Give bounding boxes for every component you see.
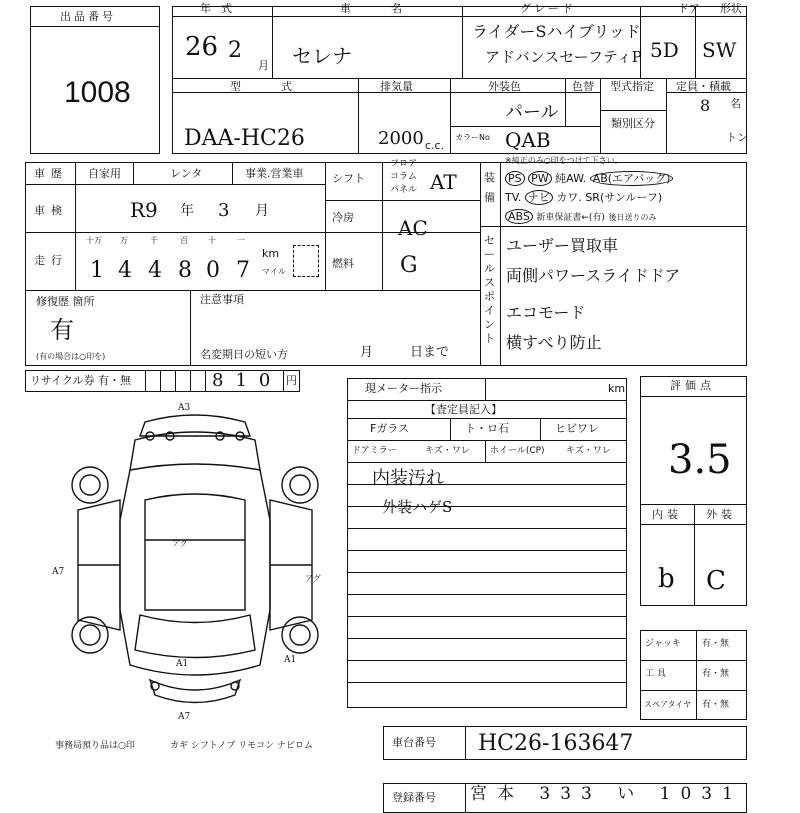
equip-ab: AB(エアバッグ) [590,171,674,186]
diagram-mark-7: A7 [178,712,191,722]
inspection-month-unit: 月 [255,203,269,219]
equipment-note: ※純正のみ○印をつけて下さい。 [505,156,623,165]
mileage-digit-5: 7 [236,258,250,283]
shift-floor: フロア [390,159,418,169]
tools-label: 工 具 [645,669,666,679]
ac-label: 冷房 [332,211,354,224]
inspector-title: 【査定員記入】 [425,403,502,416]
diagram-mark-6: A1 [284,655,297,665]
shift-label: シフト [332,172,365,185]
lot-number: 1008 [64,76,131,109]
recycle-unit: 円 [286,374,297,387]
sales-point-2: 両側パワースライドドア [506,266,681,285]
fuel-label: 燃料 [332,257,354,270]
jack-value: 有・無 [702,639,730,649]
model-label: 型式 [230,80,332,93]
mileage-unit-4: 十 [208,236,216,245]
shape-value: SW [702,38,737,62]
interior-label: 内装 [652,508,682,521]
equip-sr: SR(サンルーフ) [585,191,663,204]
interior-value: b [658,564,675,594]
mileage-km: km [262,247,280,260]
mileage-unit-2: 千 [150,236,158,245]
mileage-mile: マイル [262,267,286,276]
mileage-unit-5: 一 [237,236,245,245]
registration-value: 宮本 333 い 1031 [470,784,743,804]
inspector-note-1: 内装汚れ [372,468,444,489]
model-value: DAA-HC26 [184,126,305,151]
exterior-value: C [706,566,726,596]
expiry-label: 名変期日の短い方 [200,348,288,361]
shift-value: AT [430,170,457,194]
mileage-unit-0: 十万 [86,236,102,245]
sales-point-4: 横すべり防止 [506,333,602,352]
equip-warranty: 新車保証書←(有) [536,213,605,223]
equip-aw: 純AW. [555,172,587,185]
equip-abs: ABS [505,209,533,224]
mileage-digit-4: 0 [206,258,220,283]
sales-point-1: ユーザー買取車 [506,236,619,255]
inspection-month: 3 [218,200,230,221]
mileage-digit-0: 1 [90,258,104,283]
crack-label: ヒビワレ [555,422,599,435]
history-label: 車歴 [34,167,68,180]
office-items: カギ シフトノブ リモコン ナビロム [170,741,314,751]
color-value: パール [505,102,559,123]
month-value: 2 [228,38,242,63]
repair-label: 修復歴 箇所 [36,295,95,308]
expiry-day: 日まで [410,345,450,360]
mileage-digit-2: 4 [148,258,162,283]
recycle-amount: 810 [212,370,283,391]
shift-column: コラム [390,172,417,182]
color-swap-label: 色替 [572,80,594,93]
capacity-label: 定員・積載 [676,80,731,93]
equip-pw: PW [528,171,552,186]
shape-label: 形状 [720,2,742,15]
color-label: 外装色 [488,80,521,93]
equipment-row1 [505,173,673,184]
mileage-label: 走行 [34,254,68,267]
score-value: 3.5 [668,437,732,483]
month-unit: 月 [258,59,269,72]
equipment-row3 [505,211,656,223]
history-rental: レンタ [170,167,203,180]
equip-tv: TV. [505,191,522,204]
tools-value: 有・無 [702,669,730,679]
equip-leather: カワ. [556,191,582,204]
wheel-options: キズ・ワレ [566,446,611,456]
equipment-row2 [505,192,662,203]
expiry-month: 月 [360,345,374,360]
meter-label: 現メーター指示 [365,382,442,395]
year-value: 26 [185,32,219,62]
displacement-label: 排気量 [380,80,413,93]
registration-label: 登録番号 [392,791,436,804]
persons-value: 8 [700,96,711,115]
color-no-label: カラーNo [455,133,490,142]
chassis-label: 車台番号 [392,736,436,749]
car-name-label: 車名 [340,2,442,15]
car-diagram [50,400,340,730]
mirror-options: キズ・ワレ [425,446,470,456]
glass-label: Fガラス [370,422,409,435]
glass-options: ト・ロ石 [465,422,509,435]
model-spec-label: 型式指定 [610,80,654,93]
spare-value: 有・無 [702,700,730,710]
chassis-value: HC26-163647 [478,731,634,756]
spare-label: スペアタイヤ [644,700,692,709]
history-private: 自家用 [88,167,121,180]
history-business: 事業.営業車 [245,167,304,180]
diagram-mark-3: アグ [172,539,188,548]
ac-value: AC [398,216,428,240]
wheel-label: ホイール(CP) [490,446,545,456]
meter-unit: km [608,382,626,395]
office-text: 事務局預り品は○印 [55,741,135,751]
mileage-digit-1: 4 [118,258,132,283]
jack-label: ジャッキ [645,639,681,649]
mileage-digit-3: 8 [178,258,192,283]
shift-panel: パネル [390,185,418,195]
inspector-note-2: 外装ハゲS [382,498,453,516]
fuel-value: G [400,253,418,278]
diagram-mark-5: A1 [176,659,189,669]
repair-note: (有の場合は○印を) [36,352,106,361]
exterior-label: 外装 [706,508,736,521]
mileage-mile-box [293,245,319,277]
doors-value: 5D [650,38,679,62]
grade-label: グレード [520,2,576,15]
mileage-unit-3: 百 [180,236,188,245]
inspection-label: 車検 [34,204,68,217]
displacement-value: 2000 [378,128,424,149]
car-name-value: セレナ [292,44,352,68]
recycle-label: リサイクル券 有・無 [30,374,131,387]
equipment-label: 装備 [484,171,495,204]
grade-line2: アドバンスセーフティP [485,48,642,66]
remarks-label: 注意事項 [200,293,244,306]
displacement-unit: c.c. [425,139,445,152]
mileage-unit-1: 万 [120,236,128,245]
grade-line1: ライダーSハイブリッド [472,22,641,41]
sales-point-3: エコモード [506,303,586,322]
score-label: 評価点 [670,379,715,392]
sales-point-label: セールスポイント [484,234,495,345]
diagram-mark-1: A3 [178,403,191,413]
persons-unit: 名 [730,97,741,110]
mirror-label: ドアミラー [352,446,397,456]
equip-later: 後日送りのみ [608,213,657,222]
lot-label: 出品番号 [60,10,116,23]
inspection-year-unit: 年 [180,203,194,219]
classification-label: 類別区分 [611,117,655,130]
equip-ps: PS [505,171,525,186]
color-no-value: QAB [505,128,551,152]
ton-unit: トン [726,131,748,144]
diagram-mark-4: アグ [305,574,321,583]
repair-value: 有 [50,316,74,344]
inspection-era: R9 [130,198,158,222]
equip-navi: ナビ [525,190,553,205]
year-label: 年式 [200,2,242,15]
diagram-mark-2: A7 [52,567,65,577]
doors-label: ドア [678,2,700,15]
